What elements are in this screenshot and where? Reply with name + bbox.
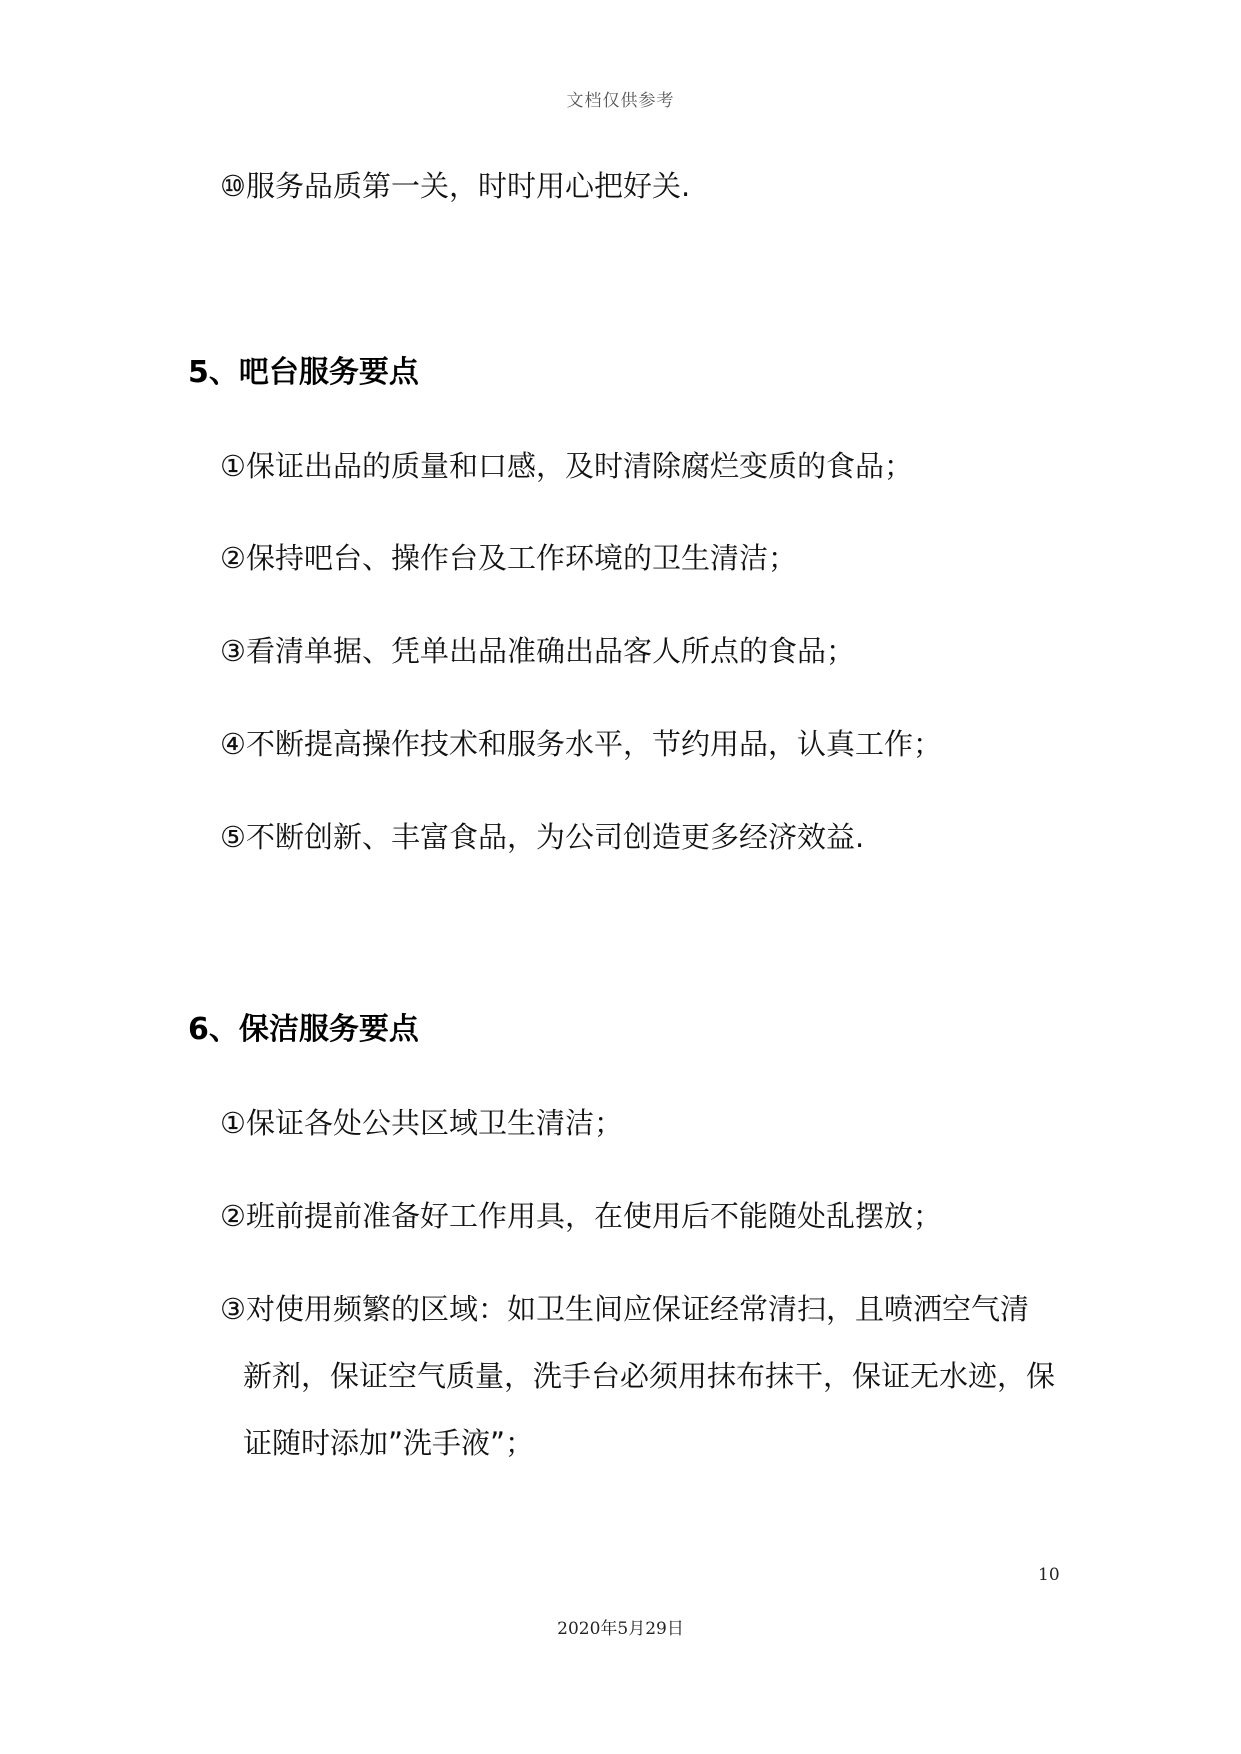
page-number: 10 <box>1038 1565 1060 1585</box>
list-item-continuation: 新剂，保证空气质量，洗手台必须用抹布抹干，保证无水迹，保 <box>243 1359 1056 1393</box>
list-item: ⑩服务品质第一关，时时用心把好关. <box>220 169 691 203</box>
list-item: ①保证各处公共区域卫生清洁； <box>220 1106 623 1140</box>
section-heading-cleaning-service: 6、保洁服务要点 <box>188 1012 419 1047</box>
section-heading-bar-service: 5、吧台服务要点 <box>188 355 419 390</box>
list-item: ①保证出品的质量和口感，及时清除腐烂变质的食品； <box>220 449 913 483</box>
list-item: ③看清单据、凭单出品准确出品客人所点的食品； <box>220 634 855 668</box>
list-item: ②保持吧台、操作台及工作环境的卫生清洁； <box>220 541 797 575</box>
list-item-continuation: 证随时添加”洗手液”； <box>243 1426 535 1460</box>
list-item: ②班前提前准备好工作用具，在使用后不能随处乱摆放； <box>220 1199 942 1233</box>
header-note: 文档仅供参考 <box>566 91 675 111</box>
list-item: ⑤不断创新、丰富食品，为公司创造更多经济效益. <box>220 820 865 854</box>
footer-date: 2020年5月29日 <box>557 1619 684 1639</box>
list-item: ③对使用频繁的区域：如卫生间应保证经常清扫，且喷洒空气清 <box>220 1292 1029 1326</box>
list-item: ④不断提高操作技术和服务水平，节约用品，认真工作； <box>220 727 942 761</box>
